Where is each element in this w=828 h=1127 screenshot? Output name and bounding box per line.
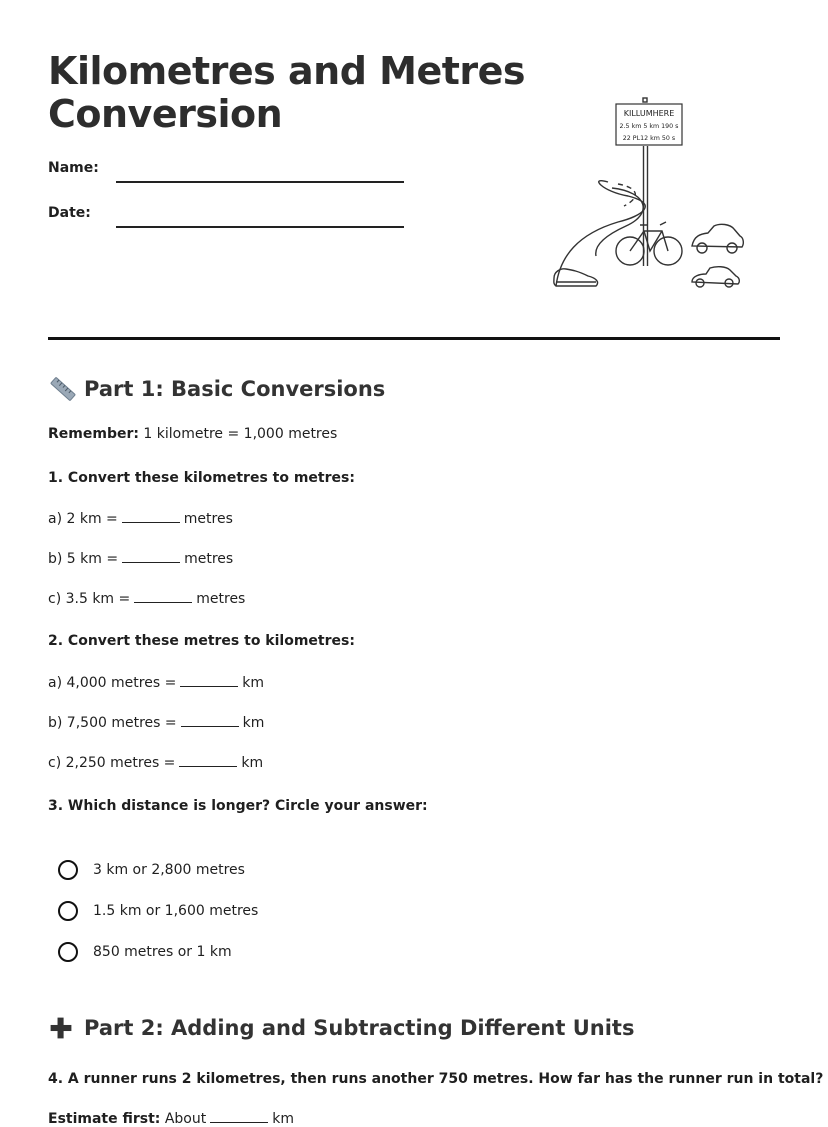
title-line-2: Conversion (48, 92, 283, 136)
remember-label: Remember: (48, 426, 139, 442)
title-line-1: Kilometres and Metres (48, 49, 526, 93)
q1-item: c) 3.5 km = metres (48, 591, 246, 607)
part1-heading (48, 374, 385, 404)
q2-item: a) 4,000 metres = km (48, 675, 265, 691)
q2-heading: 2. Convert these metres to kilometres: (48, 633, 355, 649)
estimate-line: Estimate first: About km (48, 1111, 294, 1127)
date-label: Date: (48, 205, 91, 221)
page-title (48, 50, 525, 136)
radio-circle[interactable] (58, 942, 78, 962)
radio-circle[interactable] (58, 860, 78, 880)
q3-option[interactable] (58, 942, 232, 962)
q1-heading: 1. Convert these kilometres to metres: (48, 470, 355, 486)
name-field[interactable] (116, 181, 404, 183)
remember-text: 1 kilometre = 1,000 metres (138, 426, 338, 442)
estimate-label: Estimate first: (48, 1111, 161, 1127)
section-divider (48, 337, 780, 340)
part2-title: Part 2: Adding and Subtracting Different Units (84, 1016, 635, 1040)
sign-line-1: KILLUMHERE (623, 109, 675, 118)
q4-heading: 4. A runner runs 2 kilometres, then runs another 750 metres. How far has the runner run in total? (48, 1071, 824, 1087)
part1-title: Part 1: Basic Conversions (84, 377, 386, 401)
distance-illustration (548, 96, 748, 296)
q3-option[interactable] (58, 901, 258, 921)
answer-blank[interactable] (180, 674, 238, 687)
part2-heading (48, 1015, 634, 1041)
remember-note (48, 426, 337, 442)
q1-item: b) 5 km = metres (48, 551, 234, 567)
q3-heading: 3. Which distance is longer? Circle your answer: (48, 798, 428, 814)
plus-icon (48, 1015, 74, 1041)
q3-option[interactable] (58, 860, 245, 880)
answer-blank[interactable] (210, 1110, 268, 1123)
answer-blank[interactable] (181, 714, 239, 727)
answer-blank[interactable] (134, 590, 192, 603)
ruler-icon (48, 374, 78, 404)
sign-line-3: 22 PL12 km 50 s (622, 135, 676, 142)
name-label: Name: (48, 160, 99, 176)
q2-item: c) 2,250 metres = km (48, 755, 264, 771)
q2-item: b) 7,500 metres = km (48, 715, 265, 731)
answer-blank[interactable] (122, 550, 180, 563)
option-label: 1.5 km or 1,600 metres (93, 903, 259, 919)
radio-circle[interactable] (58, 901, 78, 921)
sign-line-2: 2.5 km 5 km 190 s (619, 123, 679, 130)
q1-item: a) 2 km = metres (48, 511, 233, 527)
option-label: 850 metres or 1 km (93, 944, 232, 960)
option-label: 3 km or 2,800 metres (93, 862, 245, 878)
answer-blank[interactable] (122, 510, 180, 523)
answer-blank[interactable] (179, 754, 237, 767)
date-field[interactable] (116, 226, 404, 228)
